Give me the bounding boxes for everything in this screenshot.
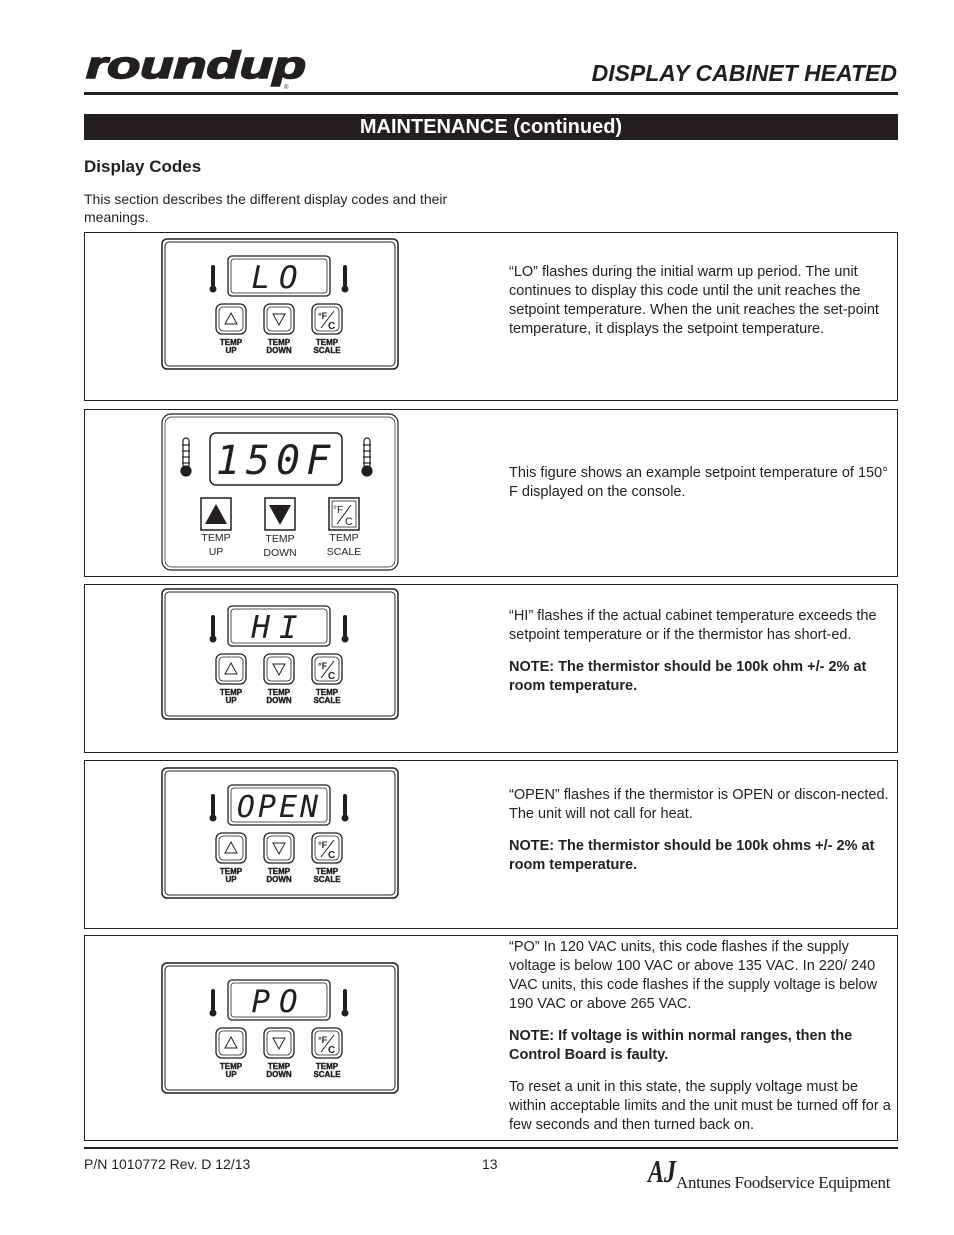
panel-description bbox=[509, 607, 899, 709]
temp-down-button bbox=[264, 1028, 294, 1058]
svg-text:TEMP: TEMP bbox=[219, 867, 243, 876]
temp-down-button bbox=[264, 833, 294, 863]
svg-text:UP: UP bbox=[225, 696, 237, 705]
panel-description bbox=[509, 938, 899, 1148]
svg-text:TEMP: TEMP bbox=[267, 1062, 291, 1071]
svg-text:°F: °F bbox=[318, 311, 328, 321]
part-number: P/N 1010772 Rev. D 12/13 bbox=[84, 1156, 251, 1172]
svg-text:SCALE: SCALE bbox=[326, 546, 362, 558]
svg-text:DOWN: DOWN bbox=[266, 346, 292, 355]
panel-description bbox=[509, 464, 899, 515]
panel-hi bbox=[84, 584, 898, 753]
svg-text:TEMP: TEMP bbox=[315, 338, 339, 347]
svg-text:°F: °F bbox=[318, 840, 328, 850]
panel-description bbox=[509, 263, 899, 352]
svg-text:SCALE: SCALE bbox=[313, 875, 341, 884]
display-code: 150F bbox=[215, 438, 337, 484]
intro-text: This section describes the different display codes and their meanings. bbox=[84, 191, 448, 225]
temp-up-button bbox=[216, 654, 246, 684]
svg-text:SCALE: SCALE bbox=[313, 1070, 341, 1079]
display-codes-heading: Display Codes bbox=[84, 157, 202, 176]
svg-text:UP: UP bbox=[225, 346, 237, 355]
svg-text:UP: UP bbox=[225, 875, 237, 884]
temp-scale-button bbox=[329, 498, 359, 530]
console-lo bbox=[161, 238, 399, 370]
svg-text:TEMP: TEMP bbox=[315, 688, 339, 697]
display-code: LO bbox=[251, 260, 307, 296]
company-name: Antunes Foodservice Equipment bbox=[676, 1173, 891, 1192]
console-open bbox=[161, 767, 399, 899]
temp-up-button bbox=[216, 304, 246, 334]
panel-description bbox=[509, 786, 899, 888]
svg-text:C: C bbox=[328, 850, 336, 861]
svg-text:UP: UP bbox=[208, 546, 224, 558]
svg-text:C: C bbox=[328, 671, 336, 682]
panel-lo bbox=[84, 232, 898, 401]
console-150f bbox=[161, 413, 399, 571]
page-number: 13 bbox=[482, 1156, 498, 1172]
temp-up-button bbox=[216, 833, 246, 863]
document-title: DISPLAY CABINET HEATED bbox=[591, 60, 897, 86]
svg-text:TEMP: TEMP bbox=[265, 533, 295, 545]
svg-text:UP: UP bbox=[225, 1070, 237, 1079]
svg-text:C: C bbox=[328, 1045, 336, 1056]
svg-text:C: C bbox=[328, 321, 336, 332]
temp-down-button bbox=[265, 498, 295, 530]
svg-text:°F: °F bbox=[318, 661, 328, 671]
svg-text:TEMP: TEMP bbox=[267, 338, 291, 347]
svg-text:°F: °F bbox=[318, 1035, 328, 1045]
description-paragraph: “HI” flashes if the actual cabinet temperature exceeds the setpoint temperature or if the thermistor has short-ed. bbox=[509, 608, 877, 643]
temp-scale-button bbox=[312, 304, 342, 334]
temp-down-button bbox=[264, 304, 294, 334]
svg-text:°F: °F bbox=[333, 505, 344, 516]
antunes-logo-icon bbox=[648, 1152, 676, 1190]
panel-150f bbox=[84, 409, 898, 577]
svg-text:TEMP: TEMP bbox=[219, 338, 243, 347]
svg-text:SCALE: SCALE bbox=[313, 696, 341, 705]
svg-text:TEMP: TEMP bbox=[219, 1062, 243, 1071]
description-paragraph: “LO” flashes during the initial warm up period. The unit continues to display this code until the unit reaches the setpoint temperature. When the unit reaches the set-point temperature, it displays the setpoint temperature. bbox=[509, 264, 879, 337]
svg-text:C: C bbox=[345, 516, 353, 528]
footer-rule bbox=[84, 1147, 898, 1149]
note-paragraph: NOTE: If voltage is within normal ranges, then the Control Board is faulty. bbox=[509, 1028, 853, 1063]
description-paragraph: This figure shows an example setpoint temperature of 150° F displayed on the console. bbox=[509, 465, 888, 500]
description-paragraph: “OPEN” flashes if the thermistor is OPEN or discon-nected. The unit will not call for heat. bbox=[509, 787, 889, 822]
svg-text:TEMP: TEMP bbox=[315, 867, 339, 876]
display-code: PO bbox=[251, 984, 307, 1020]
temp-scale-button bbox=[312, 1028, 342, 1058]
svg-text:AJ: AJ bbox=[646, 1153, 677, 1189]
note-paragraph: NOTE: The thermistor should be 100k ohms +/- 2% at room temperature. bbox=[509, 838, 875, 873]
section-title-bar: MAINTENANCE (continued) bbox=[84, 114, 898, 140]
temp-scale-button bbox=[312, 654, 342, 684]
roundup-logo-text: roundup bbox=[86, 45, 306, 87]
header-rule bbox=[84, 92, 898, 95]
svg-text:TEMP: TEMP bbox=[315, 1062, 339, 1071]
console-po bbox=[161, 962, 399, 1094]
svg-text:TEMP: TEMP bbox=[267, 688, 291, 697]
description-paragraph: “PO” In 120 VAC units, this code flashes if the supply voltage is below 100 VAC or above 135 VAC. In 220/ 240 VAC units, this code flashes if the supply voltage is below 190 VAC or above 265 VAC. bbox=[509, 939, 878, 1012]
temp-up-button bbox=[216, 1028, 246, 1058]
svg-text:DOWN: DOWN bbox=[266, 696, 292, 705]
display-code: HI bbox=[251, 610, 307, 646]
temp-down-button bbox=[264, 654, 294, 684]
display-code: OPEN bbox=[236, 790, 322, 825]
description-paragraph: To reset a unit in this state, the supply voltage must be within acceptable limits and the unit must be turned off for a few seconds and then turned back on. bbox=[509, 1079, 891, 1133]
svg-text:SCALE: SCALE bbox=[313, 346, 341, 355]
temp-up-button bbox=[201, 498, 231, 530]
svg-text:DOWN: DOWN bbox=[266, 875, 292, 884]
temp-scale-button bbox=[312, 833, 342, 863]
svg-text:TEMP: TEMP bbox=[329, 532, 359, 544]
svg-text:TEMP: TEMP bbox=[219, 688, 243, 697]
roundup-logo bbox=[84, 44, 312, 92]
svg-text:DOWN: DOWN bbox=[263, 547, 297, 559]
panel-po bbox=[84, 935, 898, 1141]
svg-text:TEMP: TEMP bbox=[267, 867, 291, 876]
panel-open bbox=[84, 760, 898, 929]
console-hi bbox=[161, 588, 399, 720]
note-paragraph: NOTE: The thermistor should be 100k ohm +/- 2% at room temperature. bbox=[509, 659, 867, 694]
svg-text:TEMP: TEMP bbox=[201, 532, 231, 544]
svg-text:DOWN: DOWN bbox=[266, 1070, 292, 1079]
svg-text:®: ® bbox=[284, 85, 289, 91]
